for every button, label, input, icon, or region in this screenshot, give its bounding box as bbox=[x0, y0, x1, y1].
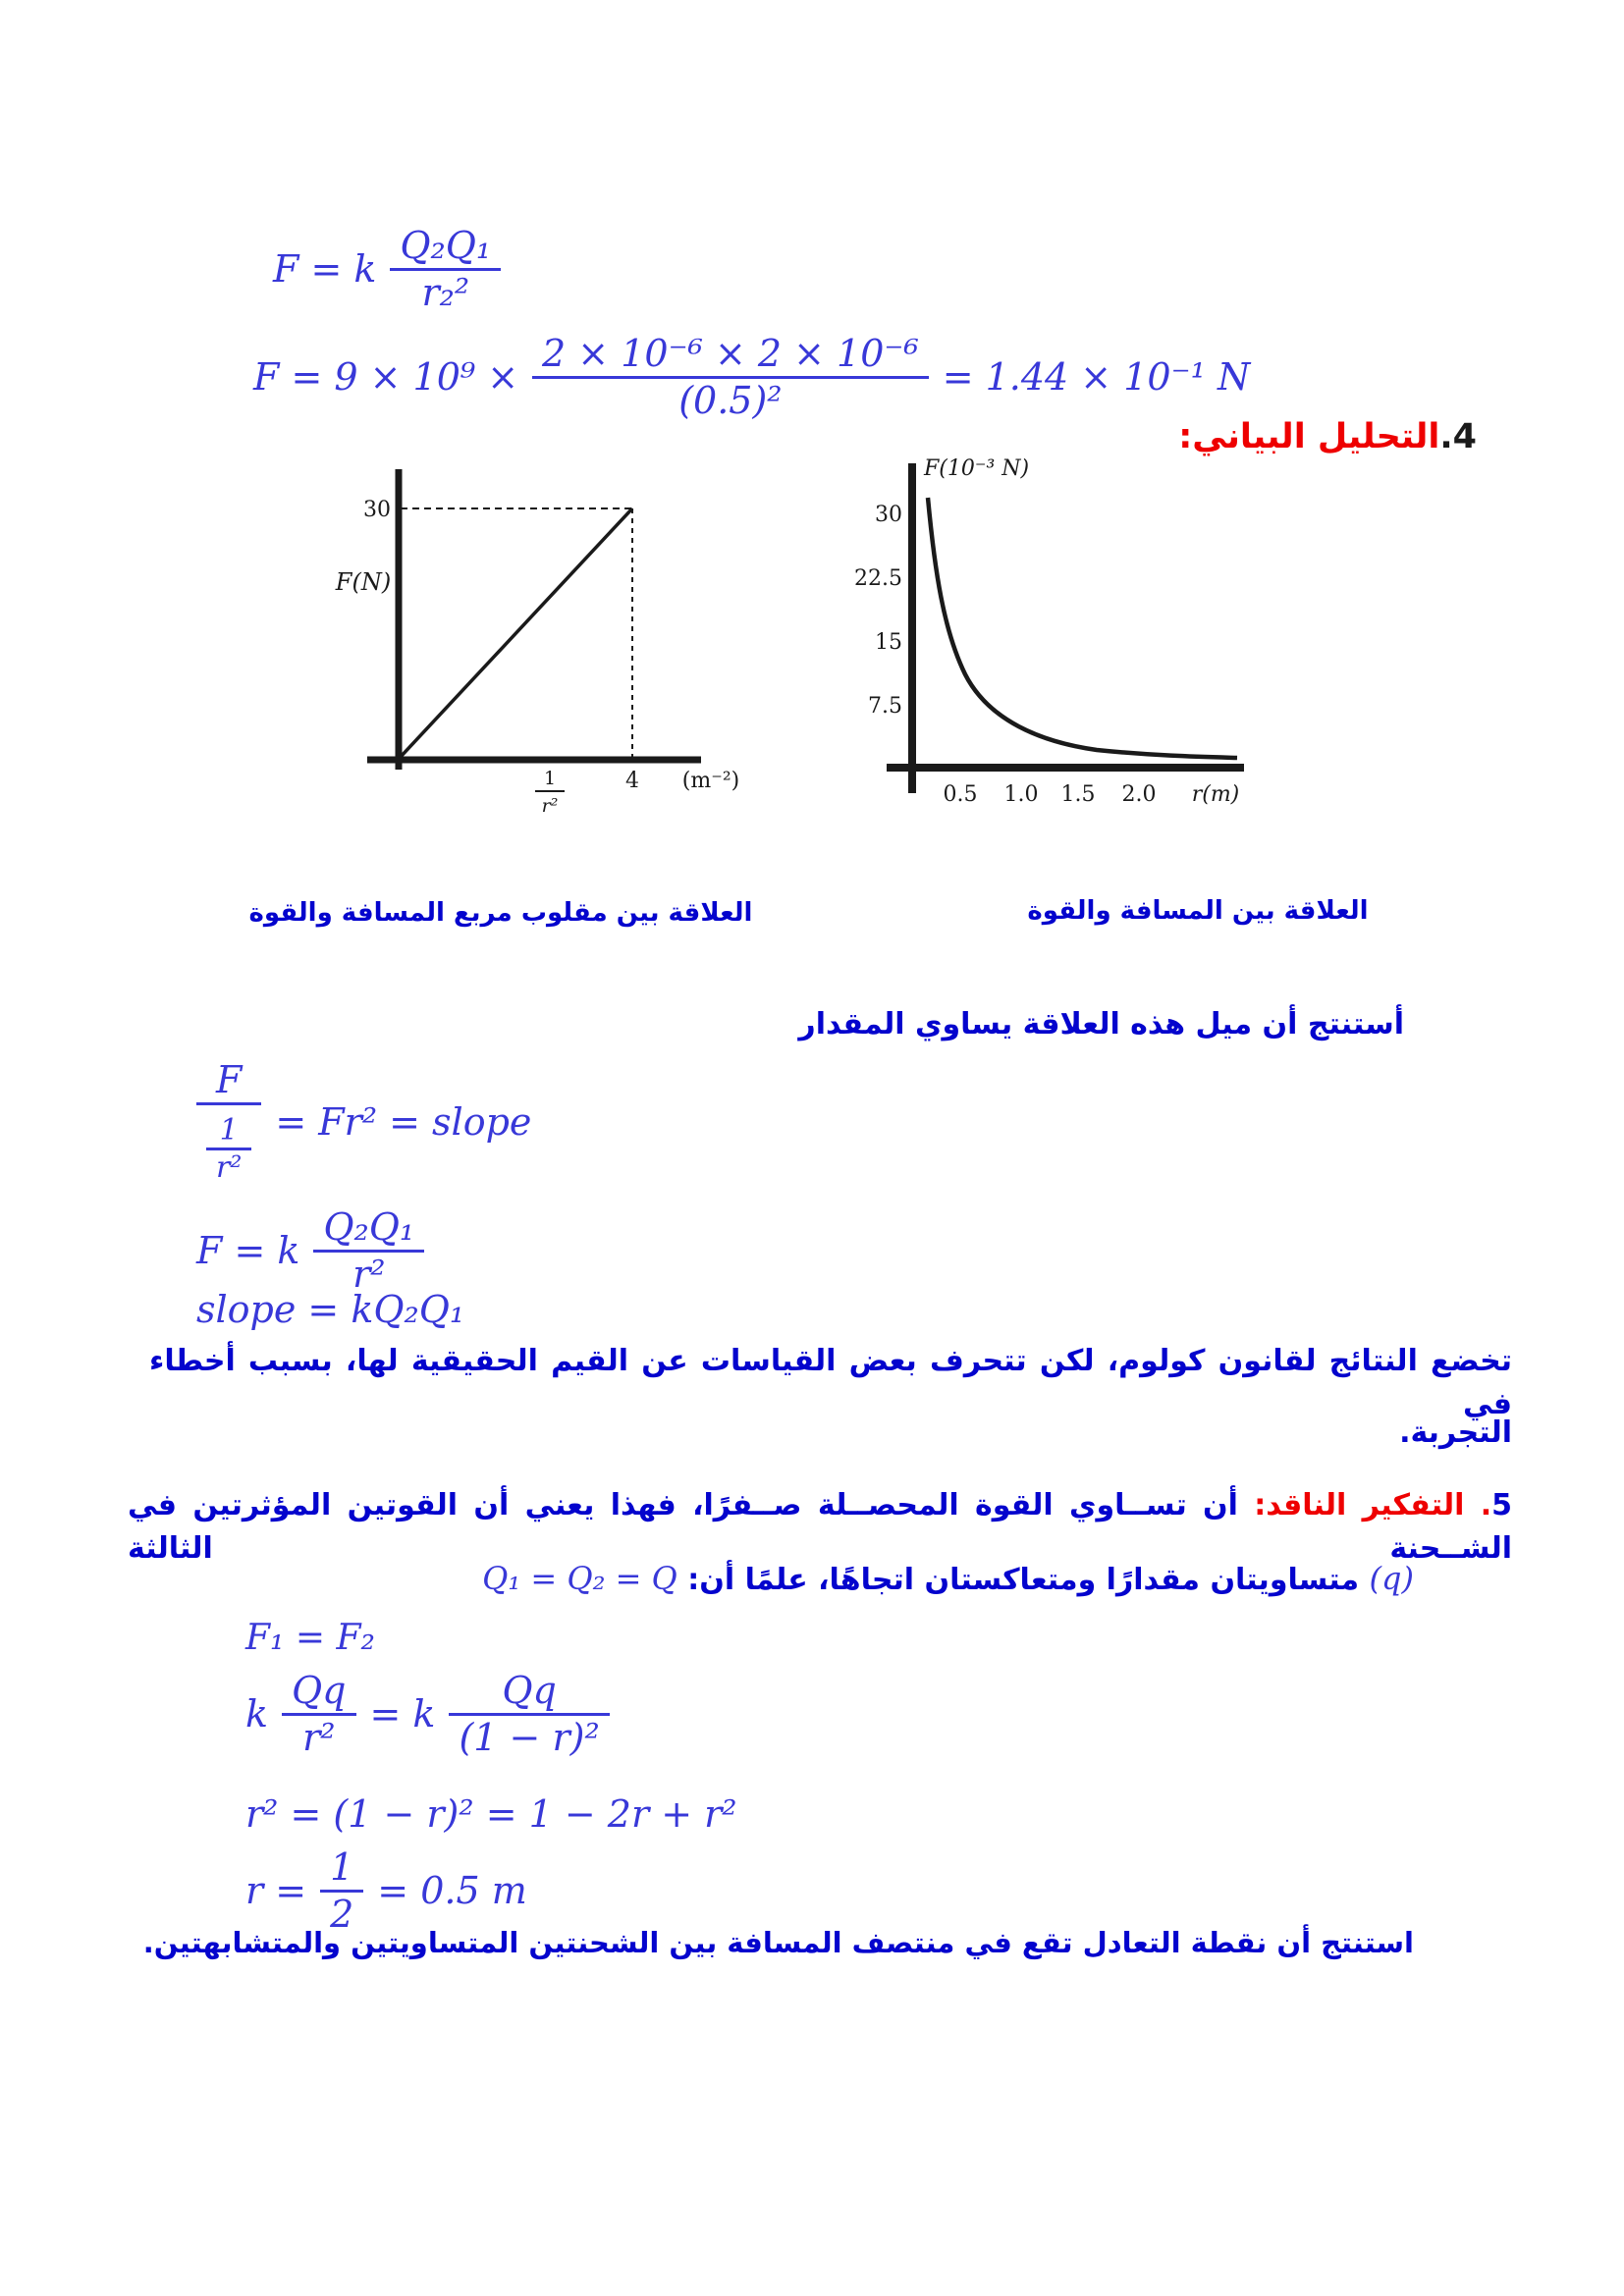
charge-symbol: (q) bbox=[1369, 1560, 1414, 1597]
x-axis-label-denominator: r² bbox=[541, 795, 559, 815]
fraction-denominator: r₂² bbox=[421, 270, 470, 314]
fraction-denominator: r² bbox=[216, 1150, 243, 1186]
fraction-numerator: 2 × 10⁻⁶ × 2 × 10⁻⁶ bbox=[542, 332, 919, 375]
x-axis-label-numerator: 1 bbox=[543, 768, 557, 789]
equation-result: = 0.5 m bbox=[377, 1869, 527, 1913]
nested-fraction bbox=[206, 1113, 251, 1186]
charge-equality-math: Q₁ = Q₂ = Q bbox=[482, 1560, 677, 1597]
experiment-note-line2: التجربة. bbox=[1399, 1415, 1512, 1450]
equation-result: = 1.44 × 10⁻¹ N bbox=[942, 355, 1251, 400]
equilibrium-conclusion-text: استنتج أن نقطة التعادل تقع في منتصف المسافة بين الشحنتين المتساويتين والمتشابهتين. bbox=[142, 1926, 1414, 1959]
fraction-numerator: 1 bbox=[330, 1845, 354, 1889]
equation-slope-result bbox=[196, 1288, 464, 1331]
fraction-numerator: Q₂Q₁ bbox=[400, 224, 492, 267]
section4-title: التحليل البياني: bbox=[1178, 417, 1440, 456]
fraction bbox=[282, 1669, 355, 1760]
y-tick-label: 7.5 bbox=[868, 694, 902, 719]
equation-f1-f2 bbox=[245, 1618, 375, 1658]
fraction-denominator bbox=[196, 1105, 261, 1186]
y-tick-label: 30 bbox=[875, 503, 902, 527]
data-curve bbox=[928, 498, 1237, 758]
y-axis-label: F(10⁻³ N) bbox=[924, 456, 1030, 481]
caption-left-chart: العلاقة بين مقلوب مربع المسافة والقوة bbox=[248, 898, 753, 928]
equation-force-balance bbox=[245, 1669, 610, 1760]
equation-lhs: F = k bbox=[273, 247, 377, 292]
equation-lhs: r = bbox=[245, 1869, 307, 1913]
charge-condition-line bbox=[482, 1556, 1414, 1602]
fraction bbox=[196, 1058, 261, 1186]
section5-body: أن تســاوي القوة المحصــلة صــفرًا، فهذا يعني أن القوتين المؤثرتين في الشــحنة الثالثة bbox=[128, 1488, 1512, 1566]
x-tick-label: 1.0 bbox=[1003, 782, 1039, 807]
chart-inverse-f-vs-r bbox=[839, 444, 1267, 815]
y-axis-label: F(N) bbox=[335, 568, 392, 596]
experiment-note-line1: تخضع النتائج لقانون كولوم، لكن تتحرف بعض القياسات عن القيم الحقيقية لها، بسبب أخطاء في bbox=[149, 1344, 1512, 1421]
equation-force-calculation bbox=[253, 332, 1250, 423]
equation-lhs: F = k bbox=[196, 1229, 300, 1273]
equation-lhs: F = 9 × 10⁹ × bbox=[253, 355, 519, 400]
equation-rhs: = Fr² = slope bbox=[275, 1099, 532, 1144]
equation-text: F₁ = F₂ bbox=[245, 1618, 375, 1658]
equation-text: slope = kQ₂Q₁ bbox=[196, 1288, 465, 1331]
x-tick-label: 0.5 bbox=[943, 782, 978, 807]
y-tick-label: 22.5 bbox=[854, 566, 902, 591]
x-axis-unit: (m⁻²) bbox=[681, 769, 740, 793]
fraction-numerator: Qq bbox=[292, 1669, 347, 1712]
y-tick-label: 15 bbox=[875, 630, 902, 655]
section4-number: 4. bbox=[1439, 417, 1477, 456]
caption-right-chart: العلاقة بين المسافة والقوة bbox=[1027, 896, 1369, 926]
section5-title: . التفكير الناقد: bbox=[1254, 1488, 1492, 1522]
fraction bbox=[532, 332, 929, 423]
y-max-label: 30 bbox=[363, 498, 391, 522]
equation-quadratic bbox=[245, 1792, 737, 1836]
equation-text: r² = (1 − r)² = 1 − 2r + r² bbox=[245, 1792, 737, 1836]
equals-k: = k bbox=[369, 1692, 436, 1736]
fraction-denominator: r² bbox=[352, 1252, 386, 1296]
equation-slope-definition bbox=[196, 1058, 531, 1186]
x-tick-label: 4 bbox=[625, 769, 639, 793]
fraction bbox=[390, 224, 501, 315]
fraction-denominator: (1 − r)² bbox=[459, 1715, 600, 1759]
slope-conclusion-text: أستنتج أن ميل هذه العلاقة يساوي المقدار bbox=[798, 1007, 1404, 1041]
fraction-numerator: 1 bbox=[219, 1112, 239, 1148]
x-tick-label: 1.5 bbox=[1060, 782, 1096, 807]
fraction-numerator: Q₂Q₁ bbox=[323, 1205, 415, 1249]
fraction-numerator: F bbox=[216, 1058, 243, 1101]
fraction-denominator: (0.5)² bbox=[678, 378, 783, 422]
equation-coulomb-law bbox=[196, 1205, 424, 1297]
x-axis-label: r(m) bbox=[1191, 782, 1240, 807]
charge-condition-text: متساويتان مقدارًا ومتعاكستان اتجاهًا، علمًا أن: bbox=[687, 1563, 1360, 1597]
x-tick-label: 2.0 bbox=[1121, 782, 1157, 807]
fraction-numerator: Qq bbox=[502, 1669, 557, 1712]
fraction bbox=[313, 1205, 424, 1297]
equation-coulomb-r2 bbox=[273, 224, 501, 315]
data-line bbox=[400, 508, 632, 758]
fraction-denominator: 2 bbox=[330, 1892, 354, 1936]
fraction bbox=[449, 1669, 609, 1760]
coefficient-k: k bbox=[245, 1692, 269, 1736]
section5-number: 5 bbox=[1491, 1488, 1512, 1522]
chart-linear-f-vs-inverse-r2 bbox=[324, 459, 746, 815]
fraction-denominator: r² bbox=[302, 1715, 336, 1759]
